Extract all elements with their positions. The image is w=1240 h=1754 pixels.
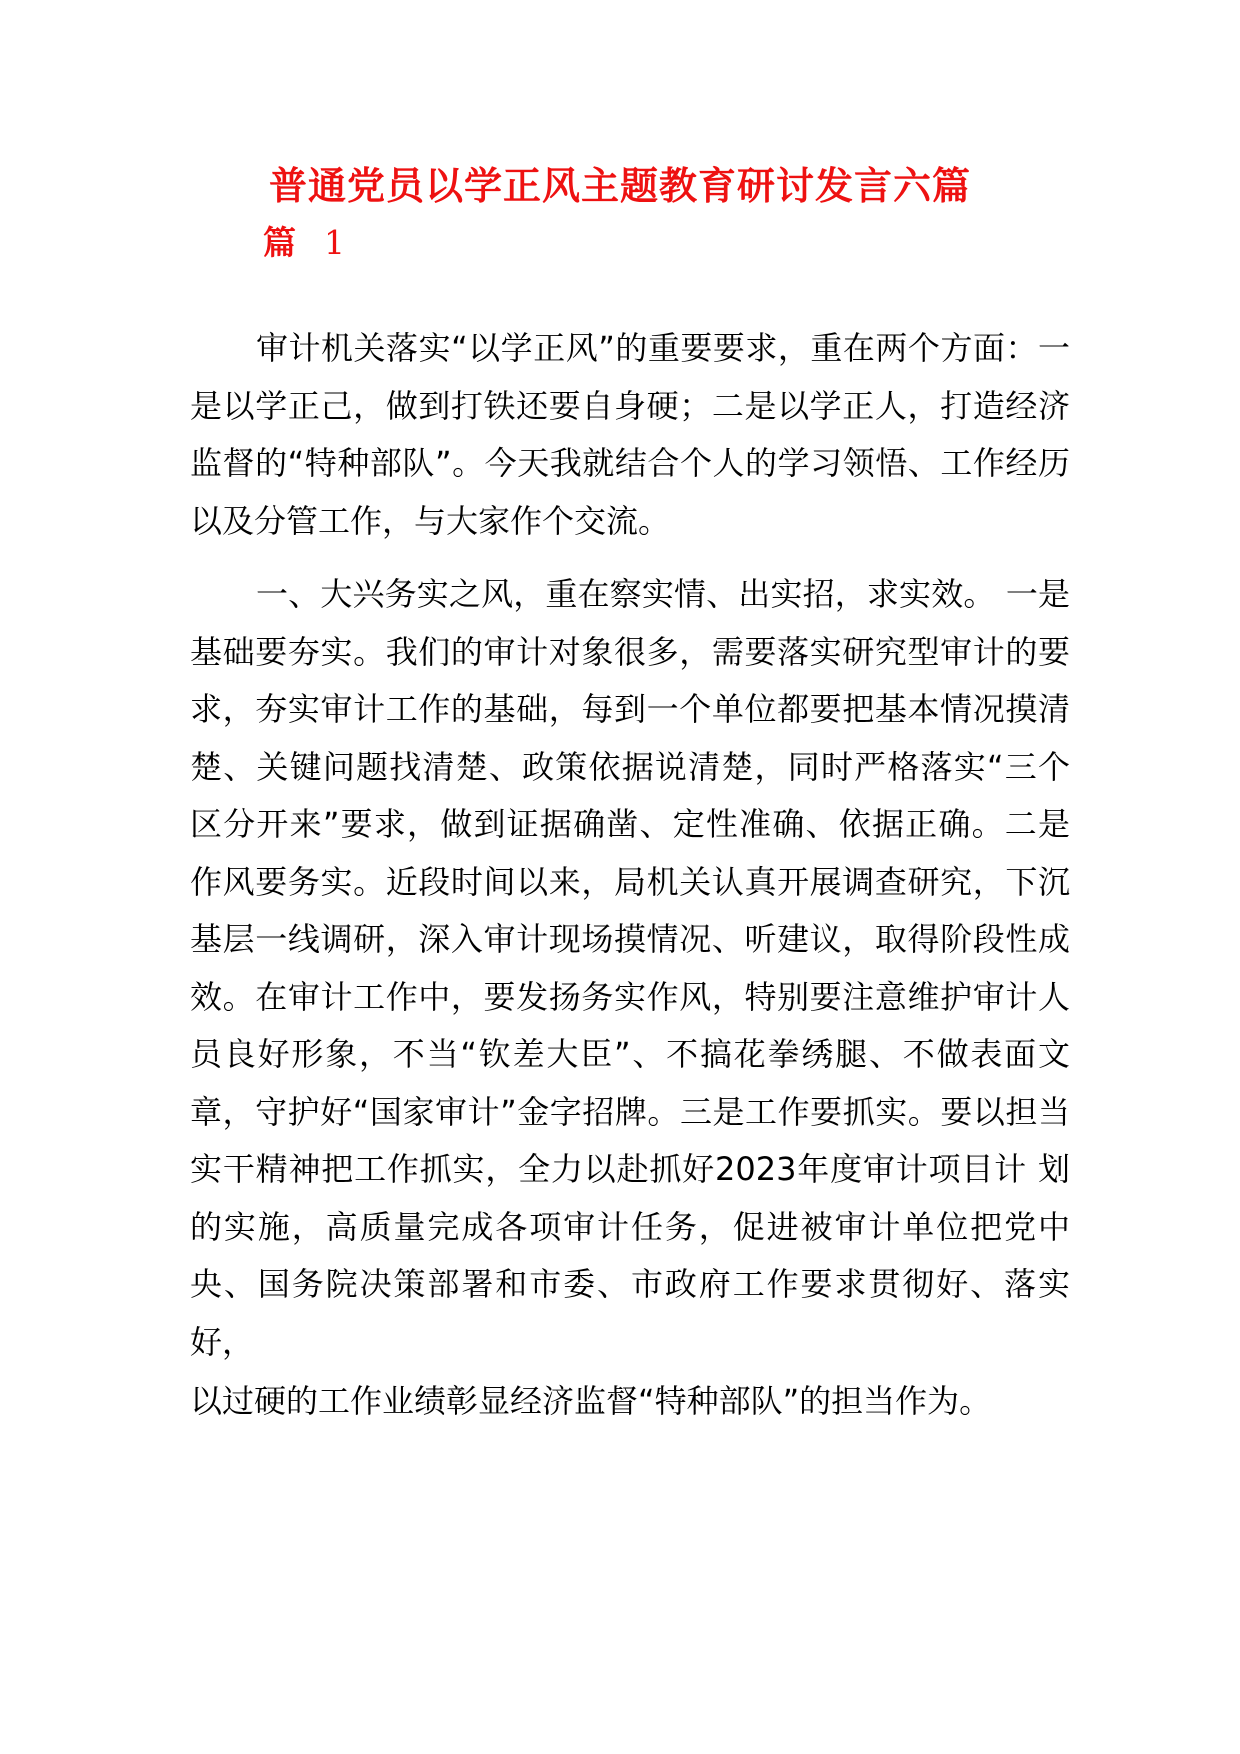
section-heading bbox=[263, 215, 345, 271]
section-number: 1 bbox=[324, 223, 345, 262]
paragraph-intro: 审计机关落实“以学正风”的重要要求，重在两个方面：一是以学正己，做到打铁还要自身硬；二是以学正人，打造经济监督的“特种部队”。今天我就结合个人的学习领悟、工作经历以及分管工作，与大家作个交流。 bbox=[190, 329, 1070, 540]
paragraph-conclusion: 以过硬的工作业绩彰显经济监督“特种部队”的担当作为。 bbox=[190, 1382, 992, 1420]
document-title: 普通党员以学正风主题教育研讨发言六篇 bbox=[268, 163, 971, 208]
paragraph-point-one: 一、大兴务实之风，重在察实情、出实招，求实效。 一是基础要夯实。我们的审计对象很多，需要落实研究型审计的要求，夯实审计工作的基础，每到一个单位都要把基本情况摸清楚、关键问题找清楚、政策依据说清楚，同时严格落实“三个区分开来”要求，做到证据确凿、定性准确、依据正确。二是作风要务实。近段时间以来，局机关认真开展调查研究，下沉基层一线调研，深入审计现场摸情况、听建议，取得阶段性成效。在审计工作中，要发扬务实作风，特别要注意维护审计人员良好形象，不当“钦差大臣”、不搞花拳绣腿、不做表面文章，守护好“国家审计”金字招牌。三是工作要抓实。要以担当实干精神把工作抓实，全力以赴抓好2023年度审计项目计 划的实施，高质量完成各项审计任务，促进被审计单位把党中 央、国务院决策部署和市委、市政府工作要求贯彻好、落实好， bbox=[190, 575, 1070, 1361]
section-label: 篇 bbox=[263, 223, 298, 262]
